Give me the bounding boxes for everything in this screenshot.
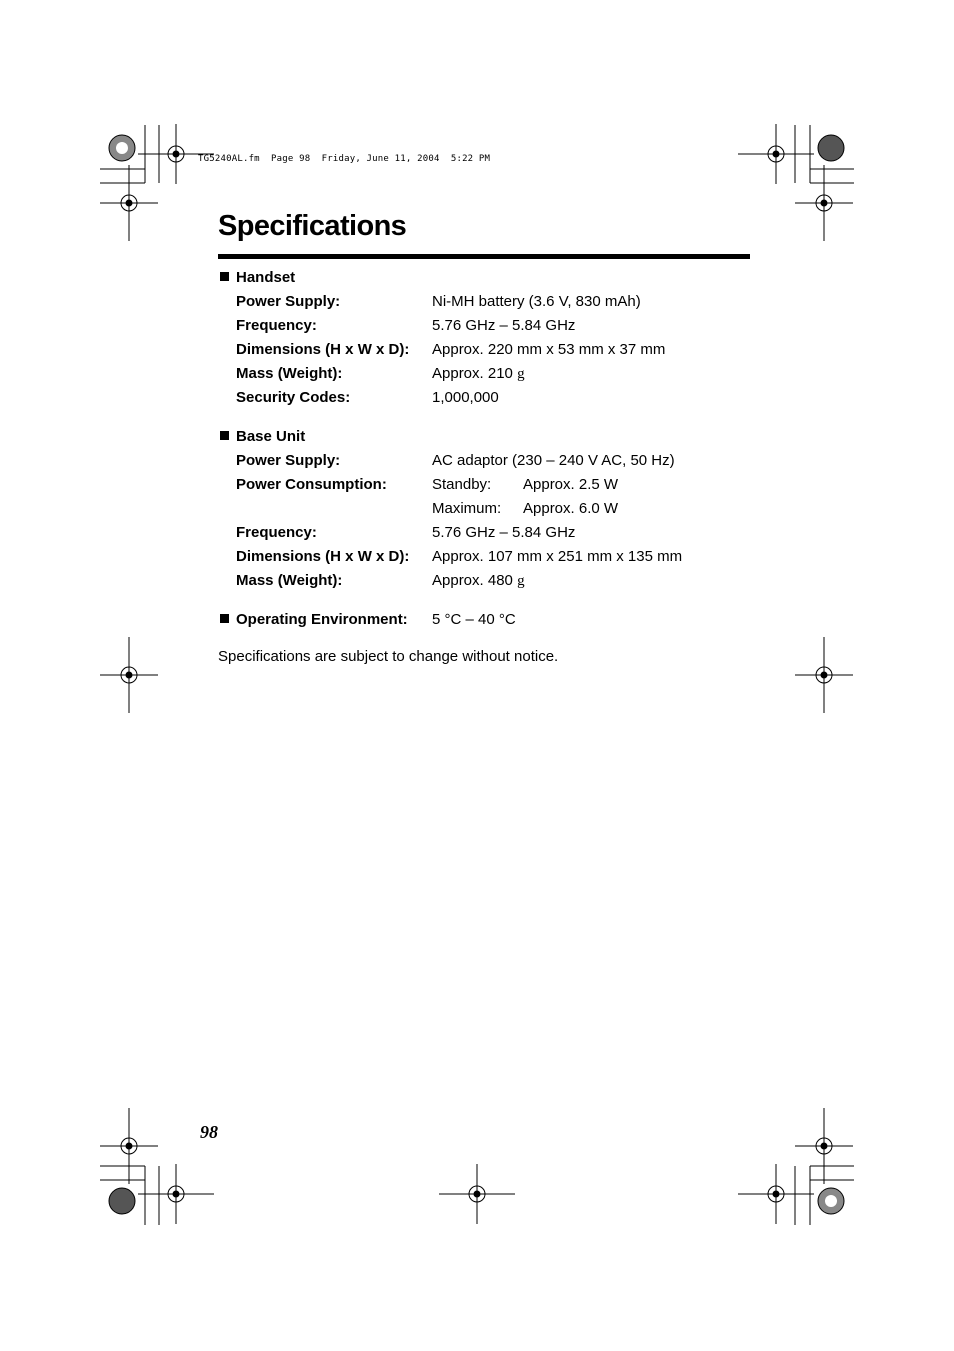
standby-value: Approx. 2.5 W xyxy=(523,476,619,493)
spec-label: Frequency: xyxy=(236,524,317,541)
spec-value-number: Approx. 480 xyxy=(432,572,518,589)
spec-value-unit: g xyxy=(517,366,525,382)
spec-value xyxy=(432,572,525,590)
square-bullet-icon xyxy=(220,272,229,281)
spec-label: Security Codes: xyxy=(236,389,351,406)
spec-value: Approx. 107 mm x 251 mm x 135 mm xyxy=(432,548,683,565)
spec-value: AC adaptor (230 – 240 V AC, 50 Hz) xyxy=(432,452,675,469)
page-title: Specifications xyxy=(218,210,407,242)
maximum-value: Approx. 6.0 W xyxy=(523,500,619,517)
standby-label: Standby: xyxy=(432,476,492,493)
section-heading-base-unit xyxy=(220,428,305,446)
spec-label: Power Supply: xyxy=(236,293,341,310)
spec-value: 5.76 GHz – 5.84 GHz xyxy=(432,524,576,541)
spec-label: Mass (Weight): xyxy=(236,572,343,589)
spec-value: 1,000,000 xyxy=(432,389,499,406)
spec-value: Ni-MH battery (3.6 V, 830 mAh) xyxy=(432,293,641,310)
file-header-line: TG5240AL.fm Page 98 Friday, June 11, 2004 5:22 PM xyxy=(198,154,491,164)
operating-environment-value: 5 °C – 40 °C xyxy=(432,611,516,628)
spec-label: Dimensions (H x W x D): xyxy=(236,341,410,358)
spec-value: 5.76 GHz – 5.84 GHz xyxy=(432,317,576,334)
spec-label: Power Supply: xyxy=(236,452,341,469)
spec-value-number: Approx. 210 xyxy=(432,365,518,382)
spec-label: Power Consumption: xyxy=(236,476,387,493)
footnote: Specifications are subject to change without notice. xyxy=(218,648,559,665)
spec-label: Dimensions (H x W x D): xyxy=(236,548,410,565)
base-unit-heading-text: Base Unit xyxy=(236,428,306,445)
section-heading-operating-environment xyxy=(220,611,408,629)
handset-heading-text: Handset xyxy=(236,269,296,286)
section-heading-handset xyxy=(220,269,295,287)
maximum-label: Maximum: xyxy=(432,500,502,517)
spec-value: Approx. 220 mm x 53 mm x 37 mm xyxy=(432,341,666,358)
operating-environment-label: Operating Environment: xyxy=(236,611,408,628)
page-number: 98 xyxy=(200,1122,218,1142)
title-underline xyxy=(218,254,750,259)
spec-label: Frequency: xyxy=(236,317,317,334)
spec-label: Mass (Weight): xyxy=(236,365,343,382)
spec-value xyxy=(432,365,525,383)
spec-value-standby xyxy=(432,476,618,494)
square-bullet-icon xyxy=(220,614,229,623)
spec-value-maximum xyxy=(432,500,618,518)
square-bullet-icon xyxy=(220,431,229,440)
spec-value-unit: g xyxy=(517,573,525,589)
